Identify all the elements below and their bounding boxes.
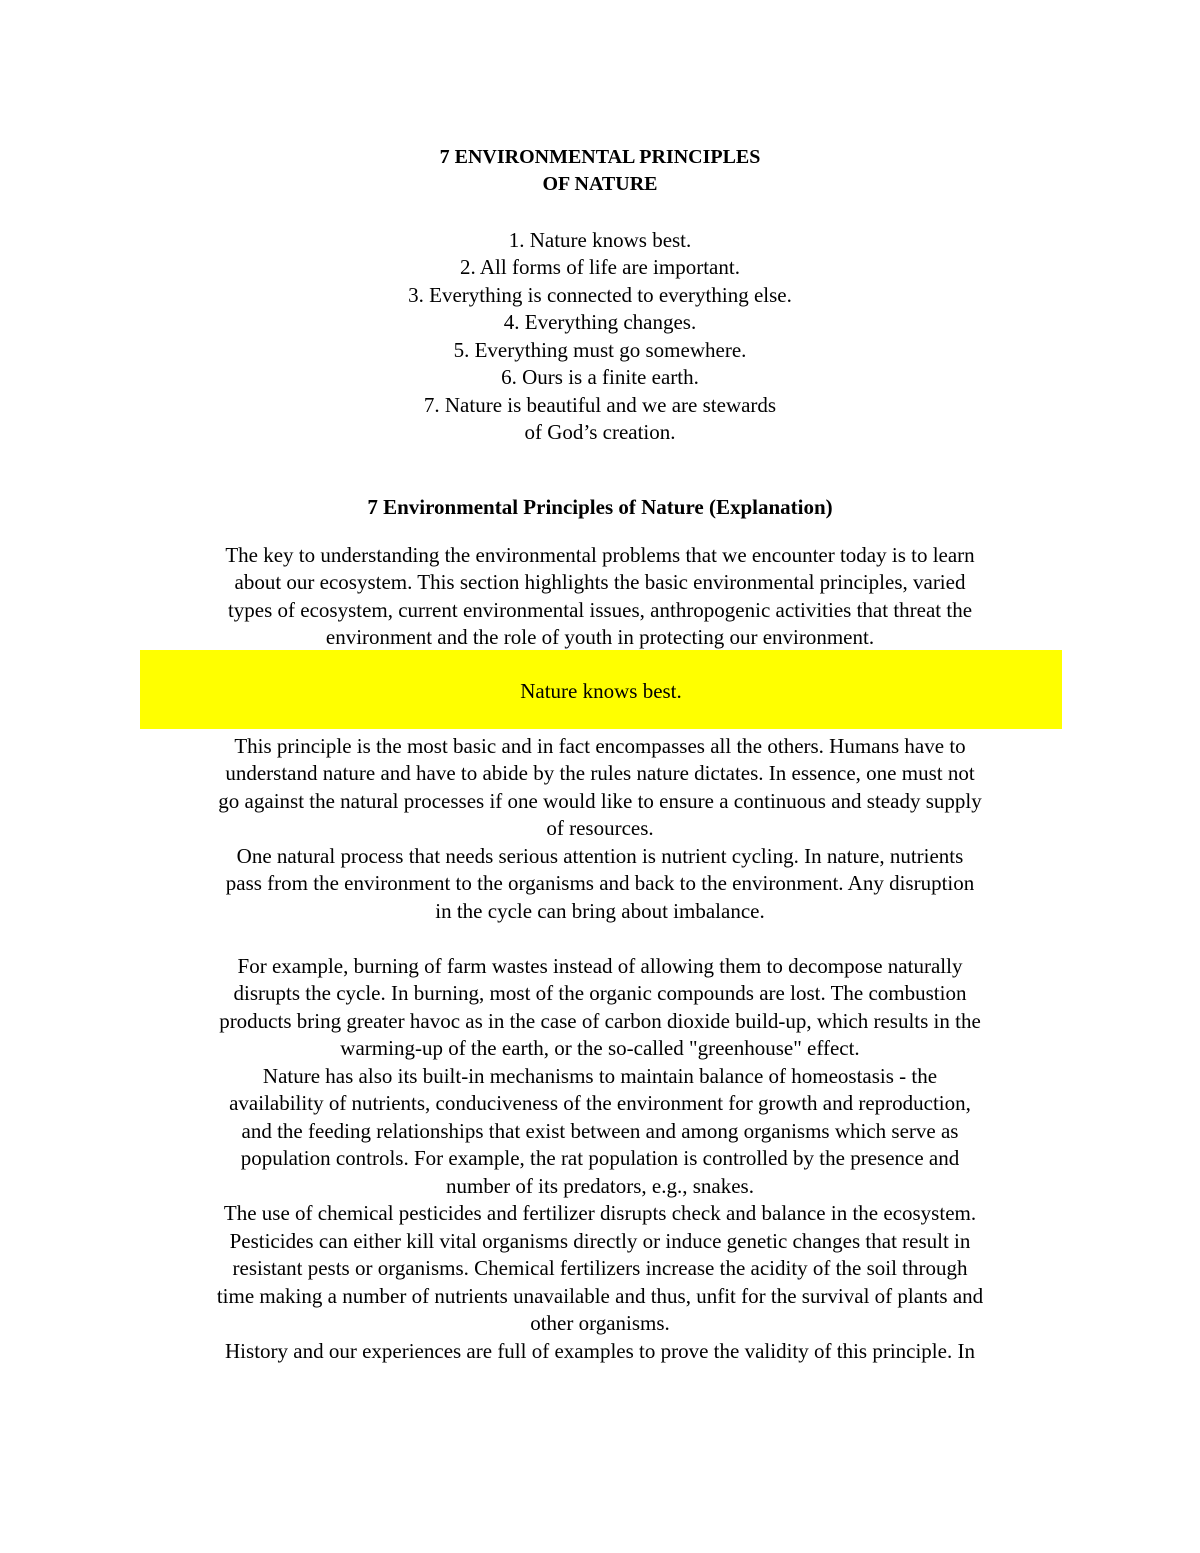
principle-item: 6. Ours is a finite earth. <box>501 365 699 389</box>
body-line: products bring greater havoc as in the case of carbon dioxide build-up, which results in the <box>219 1009 981 1033</box>
body-line: pass from the environment to the organisms and back to the environment. Any disruption <box>225 871 975 895</box>
principle-item: 3. Everything is connected to everything else. <box>408 283 792 307</box>
highlighted-principle-title: Nature knows best. <box>520 679 682 703</box>
intro-line: about our ecosystem. This section highlights the basic environmental principles, varied <box>234 570 966 594</box>
body-line: in the cycle can bring about imbalance. <box>435 899 765 923</box>
body-line: disrupts the cycle. In burning, most of the organic compounds are lost. The combustion <box>233 981 967 1005</box>
principle-item: 2. All forms of life are important. <box>460 255 740 279</box>
body-line: This principle is the most basic and in fact encompasses all the others. Humans have to <box>234 734 966 758</box>
highlighted-principle-box <box>140 650 1062 729</box>
explanation-heading: 7 Environmental Principles of Nature (Explanation) <box>367 495 833 519</box>
body-line: number of its predators, e.g., snakes. <box>446 1174 754 1198</box>
body-line: One natural process that needs serious attention is nutrient cycling. In nature, nutrients <box>236 844 964 868</box>
intro-line: environment and the role of youth in protecting our environment. <box>325 625 875 649</box>
body-line: and the feeding relationships that exist between and among organisms which serve as <box>241 1119 959 1143</box>
body-line: population controls. For example, the rat population is controlled by the presence and <box>240 1146 960 1170</box>
intro-line: The key to understanding the environmental problems that we encounter today is to learn <box>225 543 975 567</box>
body-line: of resources. <box>546 816 654 840</box>
body-line: availability of nutrients, conduciveness of the environment for growth and reproduction, <box>229 1091 971 1115</box>
body-line: warming-up of the earth, or the so-called "greenhouse" effect. <box>340 1036 860 1060</box>
body-line: other organisms. <box>530 1311 670 1335</box>
document-title-line-1: 7 ENVIRONMENTAL PRINCIPLES <box>439 146 761 168</box>
principle-item: of God’s creation. <box>524 420 676 444</box>
body-line: time making a number of nutrients unavailable and thus, unfit for the survival of plants and <box>216 1284 984 1308</box>
body-line: resistant pests or organisms. Chemical fertilizers increase the acidity of the soil through <box>232 1256 968 1280</box>
intro-line: types of ecosystem, current environmental issues, anthropogenic activities that threat the <box>227 598 973 622</box>
body-line: go against the natural processes if one would like to ensure a continuous and steady supply <box>218 789 982 813</box>
body-line: understand nature and have to abide by the rules nature dictates. In essence, one must not <box>225 761 975 785</box>
body-line: For example, burning of farm wastes instead of allowing them to decompose naturally <box>237 954 963 978</box>
body-line: History and our experiences are full of examples to prove the validity of this principle. In <box>225 1339 975 1363</box>
body-line: Pesticides can either kill vital organisms directly or induce genetic changes that result in <box>229 1229 971 1253</box>
body-line: The use of chemical pesticides and fertilizer disrupts check and balance in the ecosystem. <box>223 1201 977 1225</box>
principle-item: 4. Everything changes. <box>503 310 697 334</box>
principle-item: 5. Everything must go somewhere. <box>453 338 747 362</box>
principle-item: 1. Nature knows best. <box>508 228 692 252</box>
principle-item: 7. Nature is beautiful and we are stewards <box>423 393 777 417</box>
body-line: Nature has also its built-in mechanisms to maintain balance of homeostasis - the <box>262 1064 938 1088</box>
document-title-line-2: OF NATURE <box>542 173 658 195</box>
